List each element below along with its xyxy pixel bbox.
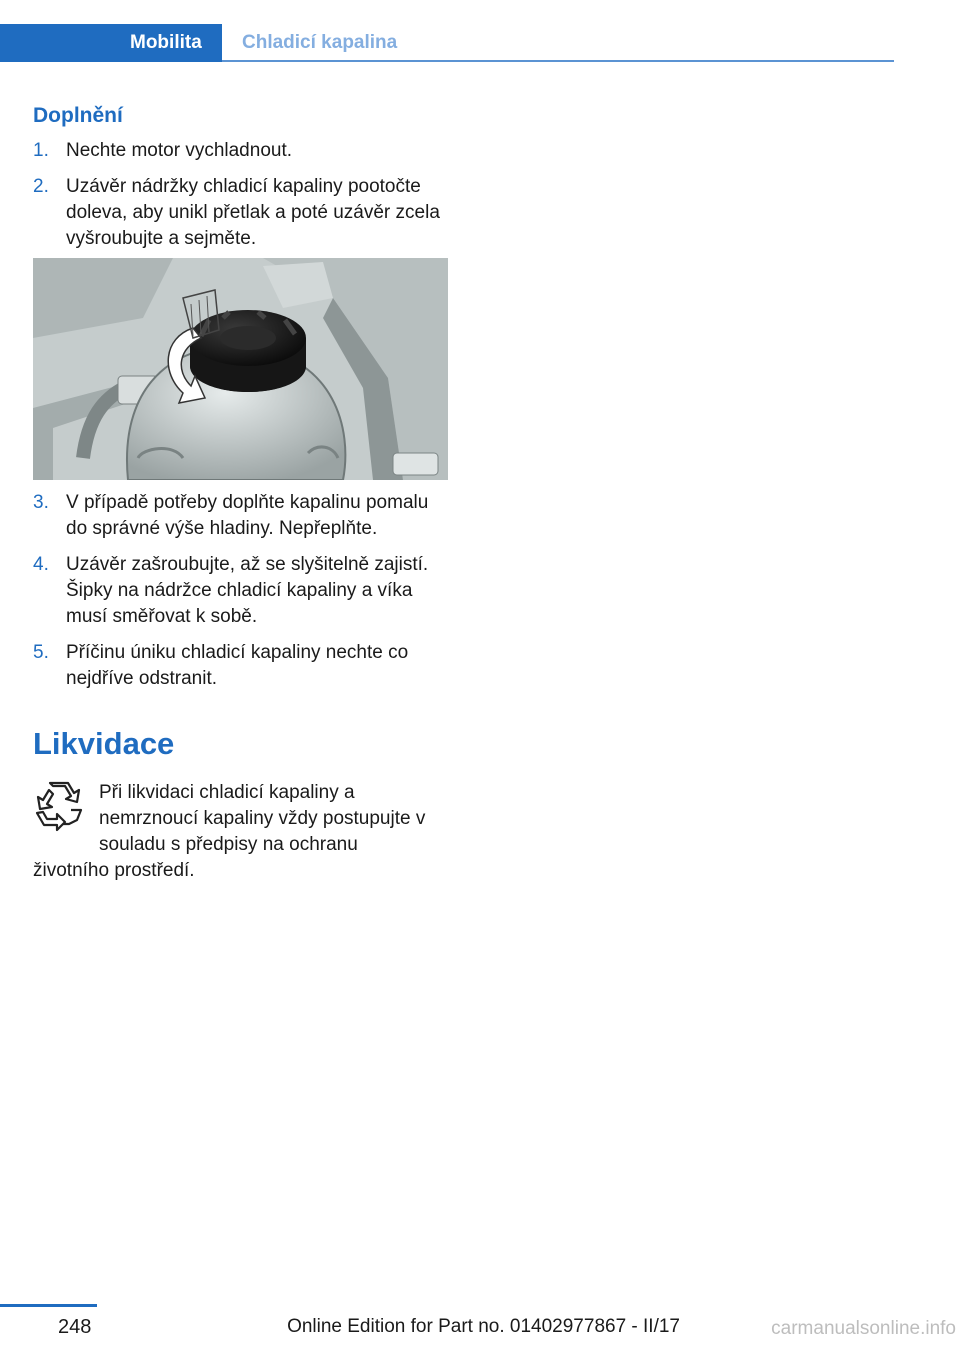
step-number: 1. <box>33 140 49 161</box>
recycle-icon <box>33 780 99 856</box>
coolant-cap-photo <box>33 258 448 480</box>
step-item <box>33 552 453 630</box>
step-item <box>33 490 453 542</box>
disposal-text: Při likvidaci chladicí kapaliny a nemrznoucí kapaliny vždy postupujte v souladu s předpisy na ochranu životního prostředí. <box>33 782 426 881</box>
page-number: 248 <box>58 1316 92 1338</box>
step-number: 3. <box>33 492 49 513</box>
step-text: Uzávěr zašroubujte, až se slyšitelně zajistí. Šipky na nádržce chladicí kapaliny a víka musí směřovat k sobě. <box>66 554 429 627</box>
step-text: Příčinu úniku chladicí kapaliny nechte co nejdříve odstranit. <box>66 642 409 689</box>
step-text: Nechte motor vychladnout. <box>66 140 293 161</box>
step-number: 2. <box>33 176 49 197</box>
refill-steps-first <box>33 138 453 262</box>
disposal-heading: Likvidace <box>33 726 175 761</box>
step-number: 4. <box>33 554 49 575</box>
step-text: V případě potřeby doplňte kapalinu pomalu do správné výše hladiny. Nepřeplňte. <box>66 492 429 539</box>
page-header <box>0 24 894 62</box>
disposal-paragraph <box>33 780 433 884</box>
refill-heading: Doplnění <box>33 104 123 127</box>
step-item <box>33 138 453 164</box>
header-topic-tab: Chladicí kapalina <box>242 32 398 53</box>
refill-steps-second <box>33 490 453 702</box>
watermark: carmanualsonline.info <box>771 1318 956 1339</box>
step-text: Uzávěr nádržky chladicí kapaliny pootočte doleva, aby unikl přetlak a poté uzávěr zcela vyšroubujte a sejměte. <box>66 176 440 249</box>
edition-note: Online Edition for Part no. 01402977867 - II/17 <box>287 1316 680 1337</box>
step-item <box>33 640 453 692</box>
footer-rule <box>0 1304 97 1307</box>
step-item <box>33 174 453 252</box>
header-section-tab: Mobilita <box>0 24 222 62</box>
step-number: 5. <box>33 642 49 663</box>
